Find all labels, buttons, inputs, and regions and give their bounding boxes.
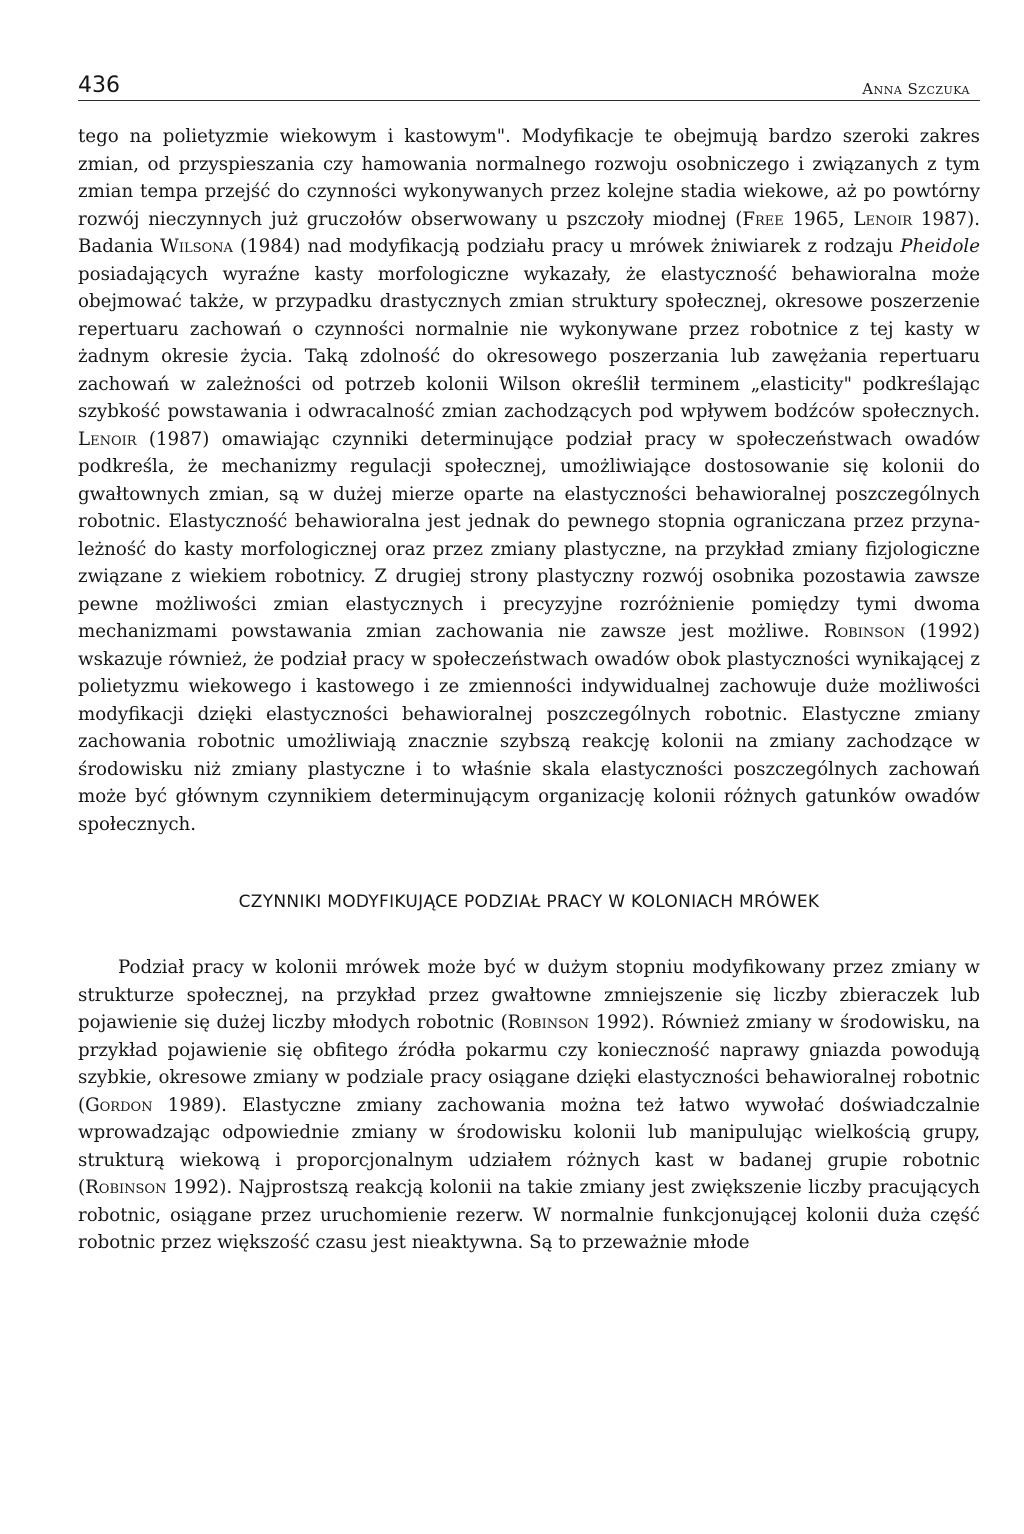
text-run: 1992). Najprostszą reakcją kolonii na takie zmiany jest zwiększenie liczby pracujących robotnic, osiągane przez uruchomienie rezerw. W normalnie funkcjonującej kolonii duża część robotnic przez większość czasu jest nieaktywna. Są to przeważnie młode — [78, 1177, 980, 1253]
cited-author: Lenoir — [853, 208, 912, 230]
paragraph — [78, 123, 980, 838]
text-run: (1992) wskazuje również, że podział pracy w społeczeństwach owadów obok plastyczności wynikającej z polietyzmu wiekowego i kastowego i ze zmienności indywidualnej zachowuje duże możliwości modyfikacji dzięki elastyczności behawioralnej poszczególnych robotnic. Elastyczne zmiany zachowania robotnic umożliwiają znacznie szybszą reakcję kolonii na zmiany zachodzące w środowisku niż zmiany plastyczne i to właśnie skala elastyczności poszczególnych zachowań może być głównym czynnikiem determinującym organizację kolonii różnych gatunków owadów społecznych. — [78, 621, 980, 835]
text-run: 1989). Elastyczne zmiany zachowania można też łatwo wywołać doświadczalnie wprowadzając odpowiednie zmiany w środowisku kolonii lub manipulując wielkością grupy, strukturą wiekową i proporcjonalnym udziałem różnych kast w badanej grupie robotnic ( — [78, 1094, 980, 1198]
running-head-author: Anna Szczuka — [862, 80, 970, 98]
cited-author: Gordon — [85, 1094, 153, 1116]
running-head — [78, 62, 980, 101]
text-run: posiadających wyraźne kasty morfologiczne wykazały, że elastyczność behawioralna może obejmować także, w przypadku drastycznych zmian struktury społecznej, okresowe poszerzenie repertuaru zachowań o czynności normalnie nie wykonywane przez robotnice z tej kasty w żadnym okresie życia. Taką zdolność do okresowego poszerzania lub zawężania repertuaru zachowań w zależności od potrzeb kolonii Wilson określił terminem „elasticity" podkreślając szybkość powstawania i odwracalność zmian zachodzących pod wpływem bodźców społecznych. — [78, 263, 980, 422]
text-run: 1965, — [783, 208, 854, 230]
cited-author: Robinson — [823, 621, 906, 642]
text-run: Podział pracy w kolonii mrówek może być w dużym stopniu modyfikowany przez zmiany w strukturze społecznej, na przykład przez gwałtowne zmniejszenie się liczby zbieraczek lub pojawienie się dużej liczby młodych robotnic ( — [78, 957, 980, 1033]
section-heading: CZYNNIKI MODYFIKUJĄCE PODZIAŁ PRACY W KOLONIACH MRÓWEK — [238, 892, 820, 912]
page-number: 436 — [78, 73, 120, 98]
genus-name: Pheidole — [900, 236, 980, 257]
cited-author: Wilsona — [160, 236, 233, 257]
text-run: 1992). Również zmiany w środowisku, na przykład pojawienie się obfitego źródła pokarmu czy konieczność naprawy gniazda powodują szybkie, okresowe zmiany w podziale pracy osiągane dzięki elastyczności behawioralnej robotnic ( — [78, 1012, 980, 1116]
cited-author: Free — [742, 208, 784, 230]
text-run: 1987). Badania — [78, 208, 980, 257]
cited-author: Lenoir — [78, 428, 137, 450]
page — [78, 62, 980, 1257]
body-text — [78, 123, 980, 1257]
text-run: (1987) omawiając czynniki determinujące podział pracy w społeczeństwach owadów podkreśla, że mechanizmy regulacji społecznej, umożliwiające dostosowanie się kolonii do gwałtownych zmian, są w dużej mierze oparte na elastyczności behawioralnej poszczególnych robotnic. Elastyczność behawioralna jest jednak do pewnego stopnia ograniczana przez przynależność do kasty morfologicznej oraz przez zmiany plastyczne, na przykład zmiany fizjologiczne związane z wiekiem robotnicy. Z drugiej strony plastyczny rozwój osobnika pozostawia zawsze pewne możliwości zmian elastycznych i precyzyjne rozróżnienie pomiędzy tymi dwoma mechanizmami powstawania zmian zachowania nie zawsze jest możliwe. — [78, 428, 980, 642]
cited-author: Robinson — [85, 1177, 167, 1198]
text-run: tego na polietyzmie wiekowym i kastowym". Modyfikacje te obejmują bardzo szeroki zakres zmian, od przyspieszania czy hamowania normalnego rozwoju osobniczego i związanych z tym zmian tempa przejść do czynności wykonywanych przez kolejne stadia wiekowe, aż po powtórny rozwój nieczynnych już gruczołów obserwowany u pszczoły miodnej ( — [78, 126, 980, 230]
paragraph — [78, 954, 980, 1257]
text-run: (1984) nad modyfikacją podziału pracy u mrówek żniwiarek z rodzaju — [232, 236, 901, 257]
cited-author: Robinson — [507, 1012, 590, 1033]
